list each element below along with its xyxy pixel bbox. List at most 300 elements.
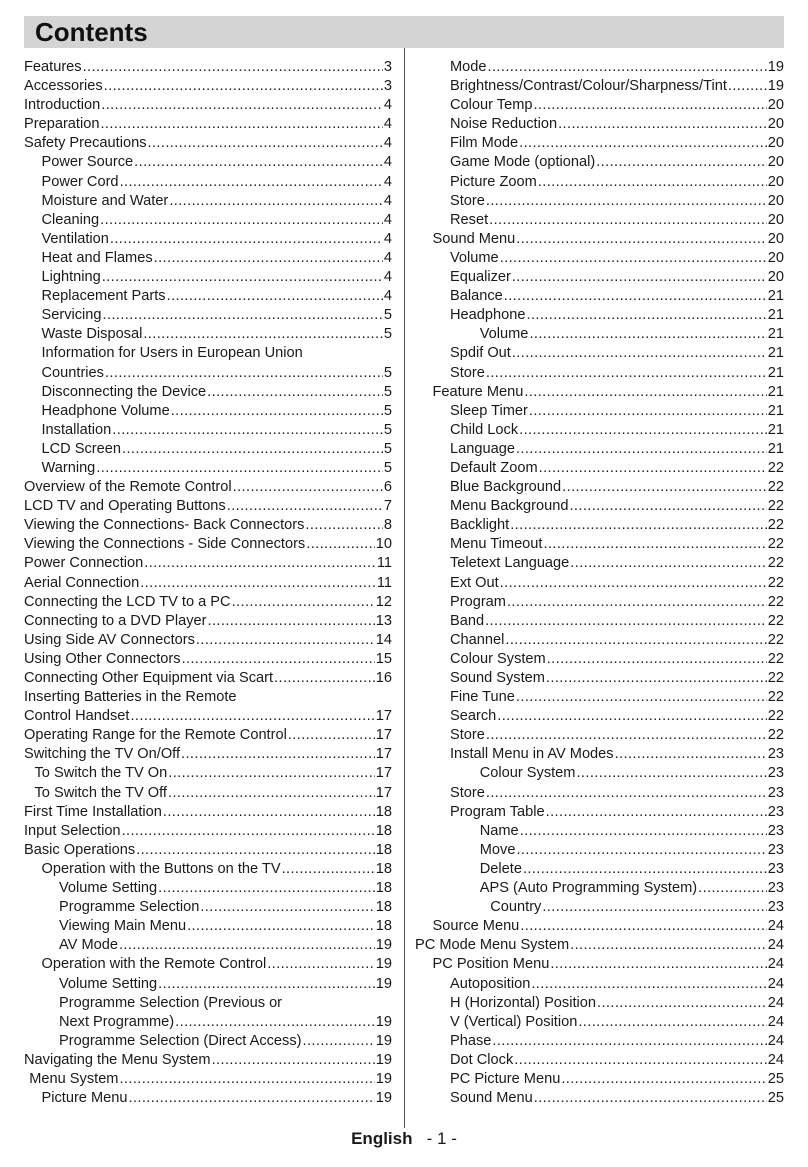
dot-leader <box>200 898 374 917</box>
dot-leader <box>539 459 767 478</box>
dot-leader <box>524 383 766 402</box>
toc-entry-page: 21 <box>767 440 784 457</box>
toc-entry-title: Sound Menu <box>432 230 516 247</box>
dot-leader <box>120 173 383 192</box>
dot-leader <box>512 268 767 287</box>
toc-entry-title: Connecting to a DVD Player <box>24 612 207 629</box>
toc-entry-title: Next Programme) <box>59 1013 175 1030</box>
dot-leader <box>546 669 767 688</box>
toc-entry-title: Equalizer <box>450 269 511 286</box>
dot-leader <box>570 554 766 573</box>
toc-entry-page: 20 <box>767 211 784 228</box>
toc-entry-page: 20 <box>767 249 784 266</box>
toc-entry-page: 17 <box>375 708 392 725</box>
toc-entry[interactable] <box>24 383 392 402</box>
dot-leader <box>274 669 375 688</box>
toc-entry[interactable] <box>415 134 784 153</box>
toc-entry-title: Headphone Volume <box>41 402 170 419</box>
toc-entry[interactable] <box>24 1051 392 1070</box>
toc-entry-title: Backlight <box>450 517 510 534</box>
toc-entry[interactable] <box>24 134 392 153</box>
toc-entry-title: Store <box>450 192 485 209</box>
toc-entry-page: 16 <box>375 670 392 686</box>
toc-entry-title: Picture Menu <box>41 1090 128 1107</box>
toc-entry[interactable] <box>24 688 392 707</box>
toc-entry[interactable] <box>24 1013 392 1032</box>
toc-entry-page: 22 <box>767 498 784 515</box>
toc-entry-title: Menu Background <box>450 498 569 515</box>
toc-entry-page: 22 <box>767 459 784 476</box>
toc-entry[interactable] <box>24 898 392 917</box>
toc-entry-page: 3 <box>383 59 392 75</box>
toc-entry-title: Using Other Connectors <box>24 650 181 667</box>
toc-entry-title: Sound Menu <box>450 1090 533 1107</box>
toc-entry-page: 23 <box>767 899 784 916</box>
toc-entry[interactable] <box>415 688 784 707</box>
toc-entry[interactable] <box>415 764 784 783</box>
toc-entry-title: Cleaning <box>41 211 100 228</box>
toc-entry[interactable] <box>24 745 392 764</box>
toc-entry[interactable] <box>24 268 392 287</box>
dot-leader <box>130 707 374 726</box>
dot-leader <box>100 115 382 134</box>
contents-title-bar <box>24 16 784 48</box>
toc-entry[interactable] <box>24 612 392 631</box>
toc-entry[interactable] <box>415 936 784 955</box>
toc-entry[interactable] <box>24 440 392 459</box>
toc-entry[interactable] <box>24 574 392 593</box>
toc-entry[interactable] <box>415 402 784 421</box>
toc-entry-page: 4 <box>383 211 392 228</box>
toc-entry-title: Film Mode <box>450 135 519 152</box>
toc-entry-page: 12 <box>375 593 392 610</box>
toc-entry-title: Control Handset <box>24 708 130 725</box>
toc-entry[interactable] <box>415 459 784 478</box>
toc-entry-page: 22 <box>767 650 784 667</box>
toc-entry[interactable] <box>415 1013 784 1032</box>
toc-entry-title: Colour Temp <box>450 97 533 114</box>
dot-leader <box>101 96 383 115</box>
toc-entry[interactable] <box>415 898 784 917</box>
dot-leader <box>569 497 766 516</box>
toc-entry[interactable] <box>24 994 392 1013</box>
toc-entry[interactable] <box>415 975 784 994</box>
toc-entry[interactable] <box>24 478 392 497</box>
toc-entry-page: 24 <box>767 956 784 973</box>
toc-entry[interactable] <box>24 402 392 421</box>
toc-entry[interactable] <box>24 516 392 535</box>
toc-entry[interactable] <box>415 268 784 287</box>
dot-leader <box>122 822 375 841</box>
toc-entry[interactable] <box>415 612 784 631</box>
toc-entry[interactable] <box>415 1032 784 1051</box>
dot-leader <box>546 803 767 822</box>
dot-leader <box>187 917 375 936</box>
toc-entry[interactable] <box>415 554 784 573</box>
toc-entry[interactable] <box>415 535 784 554</box>
toc-entry[interactable] <box>24 173 392 192</box>
toc-entry-page: 14 <box>375 631 392 648</box>
toc-entry-page: 23 <box>767 746 784 763</box>
toc-entry-page: 20 <box>767 192 784 209</box>
dot-leader <box>519 421 767 440</box>
dot-leader <box>168 784 375 803</box>
dot-leader <box>596 153 767 172</box>
dot-leader <box>512 344 767 363</box>
toc-entry[interactable] <box>24 230 392 249</box>
toc-entry[interactable] <box>24 803 392 822</box>
toc-entry-page: 11 <box>376 555 392 572</box>
toc-entry-title: Using Side AV Connectors <box>24 631 195 648</box>
dot-leader <box>510 516 767 535</box>
toc-entry-title: Switching the TV On/Off <box>24 746 181 763</box>
toc-entry-page: 20 <box>767 135 784 152</box>
dot-leader <box>486 784 767 803</box>
toc-entry-title: Search <box>450 708 497 725</box>
dot-leader <box>233 478 383 497</box>
toc-entry-page: 5 <box>383 421 392 438</box>
toc-entry[interactable] <box>415 784 784 803</box>
toc-entry[interactable] <box>24 192 392 211</box>
toc-entry-title: V (Vertical) Position <box>450 1013 578 1030</box>
dot-leader <box>523 860 767 879</box>
toc-entry-page: 8 <box>383 517 392 534</box>
toc-entry-page: 19 <box>767 78 784 95</box>
toc-entry[interactable] <box>24 96 392 115</box>
toc-entry-page: 17 <box>375 765 392 782</box>
toc-entry-title: Connecting the LCD TV to a PC <box>24 593 231 610</box>
toc-entry-title: Introduction <box>24 97 101 114</box>
toc-entry-title: Power Connection <box>24 555 144 572</box>
toc-entry[interactable] <box>415 344 784 363</box>
toc-entry-title: Programme Selection (Direct Access) <box>59 1032 302 1049</box>
toc-entry[interactable] <box>24 211 392 230</box>
toc-entry[interactable] <box>24 1089 392 1108</box>
toc-entry-page: 20 <box>767 154 784 171</box>
toc-entry-title: Feature Menu <box>432 383 524 400</box>
page-number: - 1 - <box>426 1129 457 1148</box>
toc-entry[interactable] <box>24 535 392 554</box>
dot-leader <box>158 879 375 898</box>
dot-leader <box>526 306 766 325</box>
toc-entry[interactable] <box>415 230 784 249</box>
toc-entry-title: Viewing Main Menu <box>59 918 187 935</box>
toc-entry[interactable] <box>24 860 392 879</box>
dot-leader <box>144 554 376 573</box>
toc-entry[interactable] <box>415 306 784 325</box>
toc-entry-page: 17 <box>375 727 392 744</box>
toc-entry-title: Noise Reduction <box>450 116 558 133</box>
toc-entry-page: 22 <box>767 670 784 686</box>
toc-entry[interactable] <box>415 364 784 383</box>
toc-entry[interactable] <box>24 421 392 440</box>
toc-entry[interactable] <box>415 58 784 77</box>
dot-leader <box>100 211 383 230</box>
toc-entry[interactable] <box>415 726 784 745</box>
toc-entry-title: Reset <box>450 211 489 228</box>
toc-entry-title: Program <box>450 593 506 610</box>
toc-entry-title: Language <box>450 440 515 457</box>
toc-entry[interactable] <box>24 287 392 306</box>
toc-entry-title: Programme Selection (Previous or <box>59 994 283 1011</box>
toc-entry-page: 22 <box>767 555 784 572</box>
toc-entry[interactable] <box>24 1070 392 1089</box>
dot-leader <box>486 192 767 211</box>
toc-entry[interactable] <box>415 96 784 115</box>
column-divider <box>404 48 405 1128</box>
toc-entry[interactable] <box>24 325 392 344</box>
toc-entry[interactable] <box>24 879 392 898</box>
toc-entry[interactable] <box>24 917 392 936</box>
toc-entry[interactable] <box>415 383 784 402</box>
toc-entry-page: 23 <box>767 860 784 877</box>
toc-entry-title: Game Mode (optional) <box>450 154 596 171</box>
dot-leader <box>306 535 375 554</box>
dot-leader <box>163 803 375 822</box>
toc-entry[interactable] <box>415 325 784 344</box>
toc-entry-title: Power Source <box>41 154 134 171</box>
dot-leader <box>531 975 766 994</box>
toc-entry[interactable] <box>24 822 392 841</box>
toc-entry-page: 5 <box>383 326 392 343</box>
toc-entry[interactable] <box>24 58 392 77</box>
toc-entry-title: Default Zoom <box>450 459 538 476</box>
dot-leader <box>533 96 766 115</box>
toc-entry[interactable] <box>415 497 784 516</box>
toc-entry[interactable] <box>415 879 784 898</box>
toc-entry[interactable] <box>415 115 784 134</box>
toc-entry[interactable] <box>24 593 392 612</box>
toc-entry[interactable] <box>415 173 784 192</box>
toc-entry[interactable] <box>24 726 392 745</box>
toc-entry[interactable] <box>415 249 784 268</box>
toc-entry-page: 4 <box>383 135 392 152</box>
toc-entry-page: 17 <box>375 746 392 763</box>
toc-entry-title: Colour System <box>479 765 576 782</box>
dot-leader <box>489 211 767 230</box>
toc-entry-page: 4 <box>383 288 392 305</box>
toc-entry[interactable] <box>415 192 784 211</box>
toc-entry[interactable] <box>24 459 392 478</box>
toc-entry-page: 20 <box>767 97 784 114</box>
dot-leader <box>516 841 766 860</box>
toc-entry[interactable] <box>415 593 784 612</box>
toc-entry-page: 5 <box>383 402 392 419</box>
toc-entry-title: Balance <box>450 288 503 305</box>
dot-leader <box>542 898 766 917</box>
toc-entry[interactable] <box>415 860 784 879</box>
toc-entry[interactable] <box>24 975 392 994</box>
dot-leader <box>504 287 767 306</box>
toc-entry-title: Autoposition <box>450 975 531 992</box>
dot-leader <box>227 497 383 516</box>
toc-entry-page: 23 <box>767 765 784 782</box>
toc-entry-page: 20 <box>767 173 784 190</box>
toc-entry[interactable] <box>415 153 784 172</box>
toc-entry[interactable] <box>24 153 392 172</box>
toc-entry[interactable] <box>24 115 392 134</box>
toc-entry-page: 24 <box>767 1051 784 1068</box>
toc-entry-title: Sleep Timer <box>450 402 528 419</box>
dot-leader <box>520 822 767 841</box>
toc-entry-page: 24 <box>767 937 784 954</box>
toc-entry-page: 20 <box>767 116 784 133</box>
toc-entry[interactable] <box>415 516 784 535</box>
toc-entry-page: 22 <box>767 574 784 591</box>
toc-entry-title: Ext Out <box>450 574 499 591</box>
toc-entry-title: To Switch the TV On <box>34 765 168 782</box>
toc-entry-title: Power Cord <box>41 173 119 190</box>
toc-entry-page: 7 <box>383 498 392 515</box>
dot-leader <box>104 77 383 96</box>
toc-entry[interactable] <box>415 650 784 669</box>
toc-entry-title: Waste Disposal <box>41 326 143 343</box>
toc-entry-page: 25 <box>767 1070 784 1087</box>
toc-entry[interactable] <box>24 669 392 688</box>
toc-entry-page: 19 <box>375 1070 392 1087</box>
toc-entry-title: Accessories <box>24 78 103 95</box>
dot-leader <box>597 994 767 1013</box>
toc-entry[interactable] <box>415 955 784 974</box>
toc-entry-title: Information for Users in European Union <box>41 345 303 362</box>
toc-entry-title: LCD TV and Operating Buttons <box>24 498 226 515</box>
toc-entry[interactable] <box>415 211 784 230</box>
toc-entry-title: Store <box>450 784 485 801</box>
toc-entry[interactable] <box>24 936 392 955</box>
toc-entry-page: 22 <box>767 612 784 629</box>
toc-entry[interactable] <box>415 669 784 688</box>
dot-leader <box>103 306 383 325</box>
dot-leader <box>110 230 383 249</box>
toc-entry[interactable] <box>415 1051 784 1070</box>
toc-entry-page: 21 <box>767 421 784 438</box>
toc-entry-title: Store <box>450 727 485 744</box>
toc-entry-title: Spdif Out <box>450 345 511 362</box>
dot-leader <box>486 726 767 745</box>
dot-leader <box>122 440 383 459</box>
toc-entry-title: Programme Selection <box>59 899 200 916</box>
toc-entry-title: Safety Precautions <box>24 135 147 152</box>
toc-entry-page: 21 <box>767 364 784 381</box>
toc-entry-title: Features <box>24 59 82 75</box>
toc-right-column <box>415 58 784 1108</box>
dot-leader <box>615 745 767 764</box>
toc-entry-page: 13 <box>375 612 392 629</box>
toc-entry-page: 22 <box>767 727 784 744</box>
toc-entry-page: 21 <box>767 383 784 400</box>
toc-entry[interactable] <box>24 841 392 860</box>
toc-entry[interactable] <box>415 1070 784 1089</box>
dot-leader <box>134 153 383 172</box>
dot-leader <box>547 650 767 669</box>
toc-entry-title: Brightness/Contrast/Colour/Sharpness/Tint <box>450 78 727 95</box>
toc-entry[interactable] <box>415 77 784 96</box>
toc-entry[interactable] <box>415 822 784 841</box>
toc-entry[interactable] <box>24 764 392 783</box>
toc-entry[interactable] <box>415 440 784 459</box>
toc-entry-page: 19 <box>375 1013 392 1030</box>
toc-entry-title: Operation with the Buttons on the TV <box>41 860 281 877</box>
toc-entry[interactable] <box>24 1032 392 1051</box>
toc-entry[interactable] <box>24 249 392 268</box>
toc-entry[interactable] <box>415 917 784 936</box>
dot-leader <box>207 383 383 402</box>
toc-entry[interactable] <box>415 841 784 860</box>
toc-entry-page: 21 <box>767 307 784 324</box>
dot-leader <box>119 936 375 955</box>
toc-entry-page: 4 <box>383 230 392 247</box>
toc-entry-page: 3 <box>383 78 392 95</box>
toc-entry[interactable] <box>415 803 784 822</box>
toc-entry-page: 19 <box>375 1051 392 1068</box>
toc-entry[interactable] <box>24 650 392 669</box>
toc-entry[interactable] <box>415 631 784 650</box>
toc-entry[interactable] <box>415 745 784 764</box>
toc-entry[interactable] <box>24 364 392 383</box>
toc-entry[interactable] <box>24 631 392 650</box>
dot-leader <box>119 1070 374 1089</box>
dot-leader <box>576 764 766 783</box>
footer-language: English <box>351 1129 413 1148</box>
toc-entry-page: 4 <box>383 249 392 266</box>
toc-entry-title: Aerial Connection <box>24 574 140 591</box>
toc-entry[interactable] <box>415 478 784 497</box>
toc-entry[interactable] <box>24 955 392 974</box>
toc-entry[interactable] <box>415 421 784 440</box>
toc-left-column <box>24 58 392 1108</box>
toc-entry-page: 17 <box>375 784 392 801</box>
toc-entry-title: Basic Operations <box>24 841 136 858</box>
toc-entry[interactable] <box>415 994 784 1013</box>
dot-leader <box>550 955 766 974</box>
dot-leader <box>516 688 767 707</box>
dot-leader <box>507 593 767 612</box>
toc-entry-page: 4 <box>383 116 392 133</box>
toc-entry-title: Navigating the Menu System <box>24 1051 211 1068</box>
toc-entry[interactable] <box>24 306 392 325</box>
dot-leader <box>520 917 766 936</box>
toc-entry[interactable] <box>24 344 392 363</box>
toc-entry-title: Volume Setting <box>59 880 158 897</box>
toc-entry-page: 22 <box>767 479 784 496</box>
dot-leader <box>182 650 375 669</box>
toc-entry[interactable] <box>415 707 784 726</box>
toc-entry[interactable] <box>24 784 392 803</box>
toc-entry[interactable] <box>24 554 392 573</box>
toc-entry-page: 20 <box>767 230 784 247</box>
toc-entry-title: Countries <box>41 364 104 381</box>
toc-entry[interactable] <box>24 497 392 516</box>
toc-entry-title: Country <box>490 899 542 916</box>
toc-entry-title: Fine Tune <box>450 689 515 706</box>
dot-leader <box>500 249 767 268</box>
toc-entry[interactable] <box>24 77 392 96</box>
toc-entry[interactable] <box>415 1089 784 1108</box>
toc-entry-page: 21 <box>767 326 784 343</box>
toc-entry-page: 4 <box>383 97 392 114</box>
toc-entry-page: 20 <box>767 269 784 286</box>
dot-leader <box>516 440 767 459</box>
toc-entry[interactable] <box>24 707 392 726</box>
dot-leader <box>175 1013 375 1032</box>
toc-entry-title: Band <box>450 612 485 629</box>
toc-entry[interactable] <box>415 287 784 306</box>
dot-leader <box>181 745 375 764</box>
dot-leader <box>112 421 383 440</box>
toc-entry[interactable] <box>415 574 784 593</box>
dot-leader <box>140 574 376 593</box>
toc-entry-page: 23 <box>767 880 784 897</box>
